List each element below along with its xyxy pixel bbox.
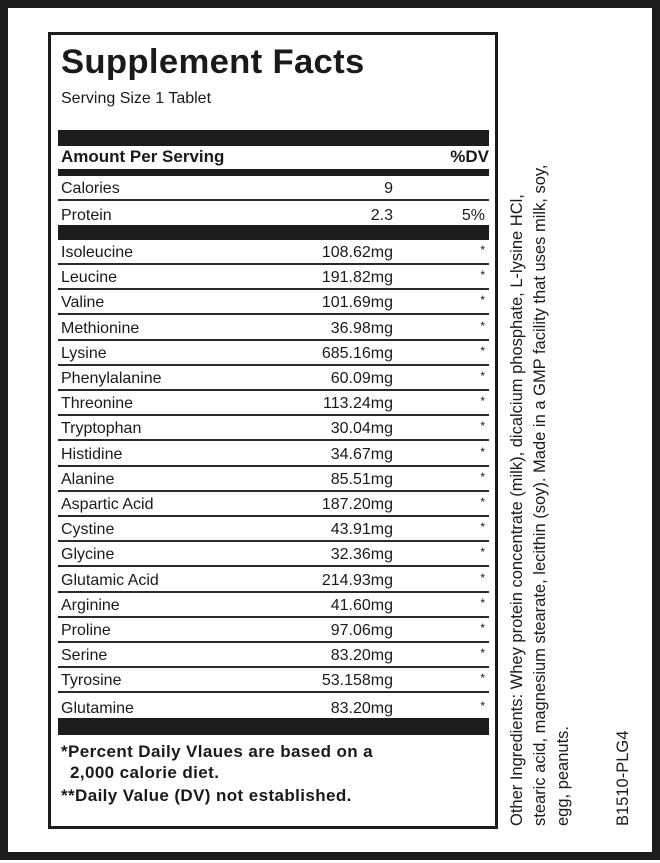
nutrient-name: Histidine <box>61 445 123 463</box>
nutrient-name: Leucine <box>61 269 118 287</box>
table-row <box>58 290 489 315</box>
table-row <box>58 568 489 593</box>
nutrient-name: Tyrosine <box>61 672 122 690</box>
nutrient-name: Glutamic Acid <box>61 571 159 589</box>
nutrient-name: Arginine <box>61 596 120 614</box>
nutrient-amount: 101.69mg <box>321 294 393 312</box>
table-row <box>58 694 489 719</box>
nutrient-amount: 60.09mg <box>330 370 393 387</box>
nutrient-amount: 32.36mg <box>330 546 393 564</box>
nutrient-dv: * <box>480 243 485 257</box>
table-row <box>58 668 489 693</box>
table-row <box>58 618 489 643</box>
nutrient-amount: 187.20mg <box>321 496 393 513</box>
nutrient-name: Calories <box>61 180 120 197</box>
nutrient-dv: * <box>480 595 485 610</box>
table-row <box>58 366 489 391</box>
nutrient-dv: * <box>480 293 485 308</box>
footnote-not-established: **Daily Value (DV) not established. <box>61 786 352 805</box>
dv-label: %DV <box>450 147 489 166</box>
nutrient-dv: * <box>480 495 485 509</box>
footnote-calorie: 2,000 calorie diet. <box>70 763 220 782</box>
nutrient-amount: 2.3 <box>370 207 393 224</box>
serving-size: Serving Size 1 Tablet <box>61 90 212 107</box>
nutrient-dv: * <box>480 369 485 383</box>
table-row <box>58 542 489 567</box>
ingredients-line-3: egg, peanuts. <box>554 726 572 826</box>
thick-divider <box>58 718 489 735</box>
nutrient-name: Isoleucine <box>61 244 134 261</box>
table-row <box>58 201 489 226</box>
table-row <box>58 593 489 618</box>
nutrient-dv: * <box>480 394 485 409</box>
nutrient-amount: 30.04mg <box>330 420 393 438</box>
ingredients-line-2: stearic acid, magnesium stearate, lecithin (soy). Made in a GMP facility that uses milk, soy, <box>531 164 549 826</box>
nutrient-amount: 85.51mg <box>330 470 393 488</box>
nutrient-name: Serine <box>61 647 108 665</box>
nutrient-dv: * <box>480 444 485 459</box>
table-row <box>58 643 489 668</box>
table-row <box>58 492 489 517</box>
nutrient-amount: 53.158mg <box>321 672 393 690</box>
table-row <box>58 391 489 416</box>
table-row <box>58 265 489 290</box>
ingredients-line-1: Other Ingredients: Whey protein concentrate (milk), dicalcium phosphate, L-lysine HCl, <box>508 194 526 826</box>
nutrient-amount: 113.24mg <box>323 395 393 413</box>
table-row <box>58 416 489 441</box>
nutrient-amount: 214.93mg <box>321 571 393 589</box>
lot-code: B1510-PLG4 <box>614 730 632 826</box>
table-row <box>58 517 489 542</box>
table-row <box>58 240 489 265</box>
footnote-dv: *Percent Daily Vlaues are based on a <box>61 742 374 761</box>
panel-title: Supplement Facts <box>61 43 365 81</box>
nutrient-name: Cystine <box>61 521 115 539</box>
table-row <box>58 176 489 201</box>
table-row <box>58 442 489 467</box>
nutrient-dv: * <box>480 419 485 434</box>
nutrient-amount: 191.82mg <box>321 269 393 287</box>
nutrient-dv: * <box>480 545 485 560</box>
nutrient-dv: * <box>480 520 485 535</box>
amount-per-serving-label: Amount Per Serving <box>61 147 225 166</box>
nutrient-amount: 43.91mg <box>330 521 393 539</box>
thick-divider <box>58 225 489 240</box>
nutrient-dv: * <box>480 646 485 661</box>
nutrient-name: Glycine <box>61 546 115 564</box>
nutrient-name: Threonine <box>61 395 134 413</box>
nutrient-amount: 36.98mg <box>330 319 393 337</box>
nutrient-amount: 9 <box>384 180 393 197</box>
medium-divider <box>58 169 489 176</box>
column-header <box>61 146 489 168</box>
supplement-facts-panel <box>48 32 498 829</box>
nutrient-amount: 41.60mg <box>330 596 393 614</box>
nutrient-amount: 83.20mg <box>330 647 393 665</box>
nutrient-name: Phenylalanine <box>61 370 162 387</box>
nutrient-name: Glutamine <box>61 699 134 717</box>
nutrient-name: Methionine <box>61 319 140 337</box>
nutrient-dv: * <box>480 621 485 635</box>
table-row <box>58 341 489 366</box>
nutrient-name: Lysine <box>61 344 107 362</box>
nutrient-dv: * <box>480 343 485 358</box>
nutrient-amount: 97.06mg <box>330 622 393 639</box>
nutrient-dv: 5% <box>461 207 485 224</box>
nutrient-name: Aspartic Acid <box>61 496 154 513</box>
table-row <box>58 316 489 341</box>
nutrient-amount: 685.16mg <box>321 344 393 362</box>
thick-divider <box>58 130 489 146</box>
nutrient-name: Protein <box>61 207 112 224</box>
table-row <box>58 467 489 492</box>
nutrient-dv: * <box>480 698 485 713</box>
nutrient-dv: * <box>480 469 485 484</box>
nutrient-name: Proline <box>61 622 111 639</box>
nutrient-amount: 83.20mg <box>330 699 393 717</box>
nutrient-amount: 108.62mg <box>321 244 393 261</box>
nutrient-name: Alanine <box>61 470 115 488</box>
nutrient-dv: * <box>480 268 485 283</box>
nutrient-name: Tryptophan <box>61 420 142 438</box>
nutrient-dv: * <box>480 671 485 686</box>
nutrient-dv: * <box>480 570 485 585</box>
nutrient-name: Valine <box>61 294 105 312</box>
nutrient-dv: * <box>480 318 485 333</box>
nutrient-amount: 34.67mg <box>330 445 393 463</box>
